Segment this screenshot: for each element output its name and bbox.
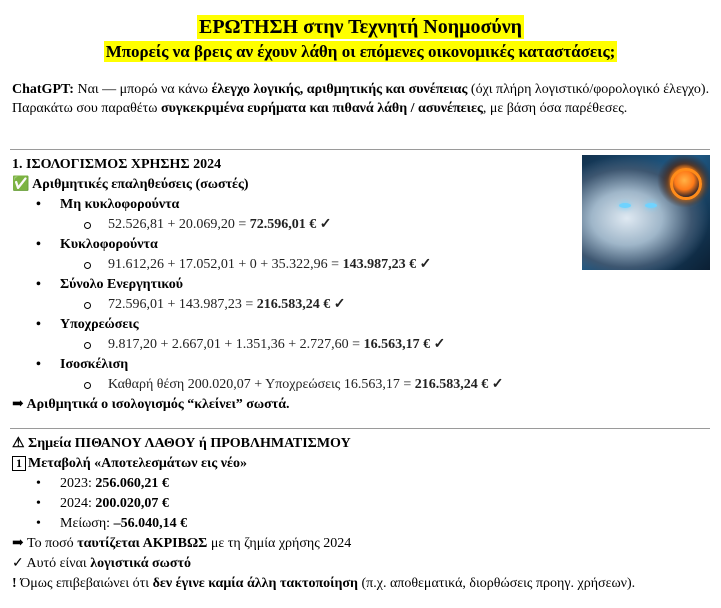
section-conclusion: ➡ Αριθμητικά ο ισολογισμός “κλείνει” σωστά. bbox=[12, 397, 290, 412]
bullet-label: 2024: bbox=[60, 496, 96, 511]
speaker-label: ChatGPT: bbox=[12, 82, 74, 97]
calc-result: 216.583,24 € ✓ bbox=[414, 377, 504, 392]
issues-section bbox=[12, 434, 712, 593]
note-text: ➡ Το ποσό bbox=[12, 536, 78, 551]
item-calc bbox=[12, 215, 712, 235]
calc-text: Καθαρή θέση 200.020,07 + Υποχρεώσεις 16.563,17 = bbox=[108, 377, 415, 392]
intro-text-3: , με βάση όσα παρέθεσες. bbox=[482, 101, 628, 116]
list-item bbox=[12, 474, 712, 494]
issue-title-text: Μεταβολή «Αποτελεσμάτων εις νέο» bbox=[28, 456, 248, 471]
divider bbox=[10, 149, 710, 150]
item-calc bbox=[12, 375, 712, 395]
note-text: με τη ζημία χρήσης 2024 bbox=[207, 536, 352, 551]
intro-bold-2: συγκεκριμένα ευρήματα και πιθανά λάθη / ασυνέπειες bbox=[161, 101, 483, 116]
section-heading: 1. ΙΣΟΛΟΓΙΣΜΟΣ ΧΡΗΣΗΣ 2024 bbox=[12, 157, 222, 172]
page-subtitle: Μπορείς να βρεις αν έχουν λάθη οι επόμενες οικονομικές καταστάσεις; bbox=[105, 42, 616, 61]
bullet-value: 200.020,07 € bbox=[95, 496, 169, 511]
item-calc bbox=[12, 255, 712, 275]
issues-heading: ⚠ Σημεία ΠΙΘΑΝΟΥ ΛΑΘΟΥ ή ΠΡΟΒΛΗΜΑΤΙΣΜΟΥ bbox=[12, 436, 351, 451]
balance-sheet-section bbox=[12, 155, 712, 415]
bullet-label: 2023: bbox=[60, 476, 96, 491]
arrow-note bbox=[12, 534, 712, 554]
divider bbox=[10, 428, 710, 429]
intro-text-2: (όχι πλήρη λογιστικό/φορολογικό έλεγχο). Παρακάτω σου παραθέτω bbox=[12, 82, 710, 116]
bullet-value: 256.060,21 € bbox=[95, 476, 169, 491]
item-label: • Σύνολο Ενεργητικού bbox=[12, 275, 712, 295]
check-note bbox=[12, 554, 712, 574]
item-label: • Υποχρεώσεις bbox=[12, 315, 712, 335]
page-title: ΕΡΩΤΗΣΗ στην Τεχνητή Νοημοσύνη bbox=[199, 16, 522, 38]
note-bold: ταυτίζεται ΑΚΡΙΒΩΣ bbox=[77, 536, 208, 551]
item-calc bbox=[12, 335, 712, 355]
warning-icon: ! bbox=[12, 576, 21, 591]
note-bold: λογιστικά σωστό bbox=[90, 556, 191, 571]
issue-title bbox=[12, 454, 712, 474]
calc-result: 16.563,17 € ✓ bbox=[363, 337, 446, 352]
list-item bbox=[12, 494, 712, 514]
intro-bold-1: έλεγχο λογικής, αριθμητικής και συνέπειας bbox=[211, 82, 468, 97]
item-label: • Μη κυκλοφορούντα bbox=[12, 195, 712, 215]
calc-result: 143.987,23 € ✓ bbox=[342, 257, 432, 272]
calc-text: 9.817,20 + 2.667,01 + 1.351,36 + 2.727,60 = bbox=[108, 337, 364, 352]
bullet-label: Μείωση: bbox=[60, 516, 114, 531]
note-text: ✓ Αυτό είναι bbox=[12, 556, 91, 571]
item-label: • Ισοσκέλιση bbox=[12, 355, 712, 375]
item-calc bbox=[12, 295, 712, 315]
intro-text-1: Ναι — μπορώ να κάνω bbox=[73, 82, 212, 97]
bullet-value: –56.040,14 € bbox=[113, 516, 188, 531]
check-heading: ✅ Αριθμητικές επαληθεύσεις (σωστές) bbox=[12, 177, 249, 192]
warning-note bbox=[12, 574, 712, 593]
calc-text: 52.526,81 + 20.069,20 = bbox=[108, 217, 250, 232]
list-item bbox=[12, 514, 712, 534]
note-text: (π.χ. αποθεματικά, διορθώσεις προηγ. χρήσεων). bbox=[358, 576, 636, 591]
calc-result: 72.596,01 € ✓ bbox=[249, 217, 332, 232]
calc-text: 72.596,01 + 143.987,23 = bbox=[108, 297, 257, 312]
intro-paragraph bbox=[12, 80, 712, 118]
calc-text: 91.612,26 + 17.052,01 + 0 + 35.322,96 = bbox=[108, 257, 343, 272]
item-label: • Κυκλοφορούντα bbox=[12, 235, 712, 255]
note-bold: δεν έγινε καμία άλλη τακτοποίηση bbox=[152, 576, 358, 591]
note-text: Όμως επιβεβαιώνει ότι bbox=[20, 576, 153, 591]
calc-result: 216.583,24 € ✓ bbox=[256, 297, 346, 312]
number-badge: 1 bbox=[12, 456, 26, 471]
title-block bbox=[0, 0, 721, 63]
